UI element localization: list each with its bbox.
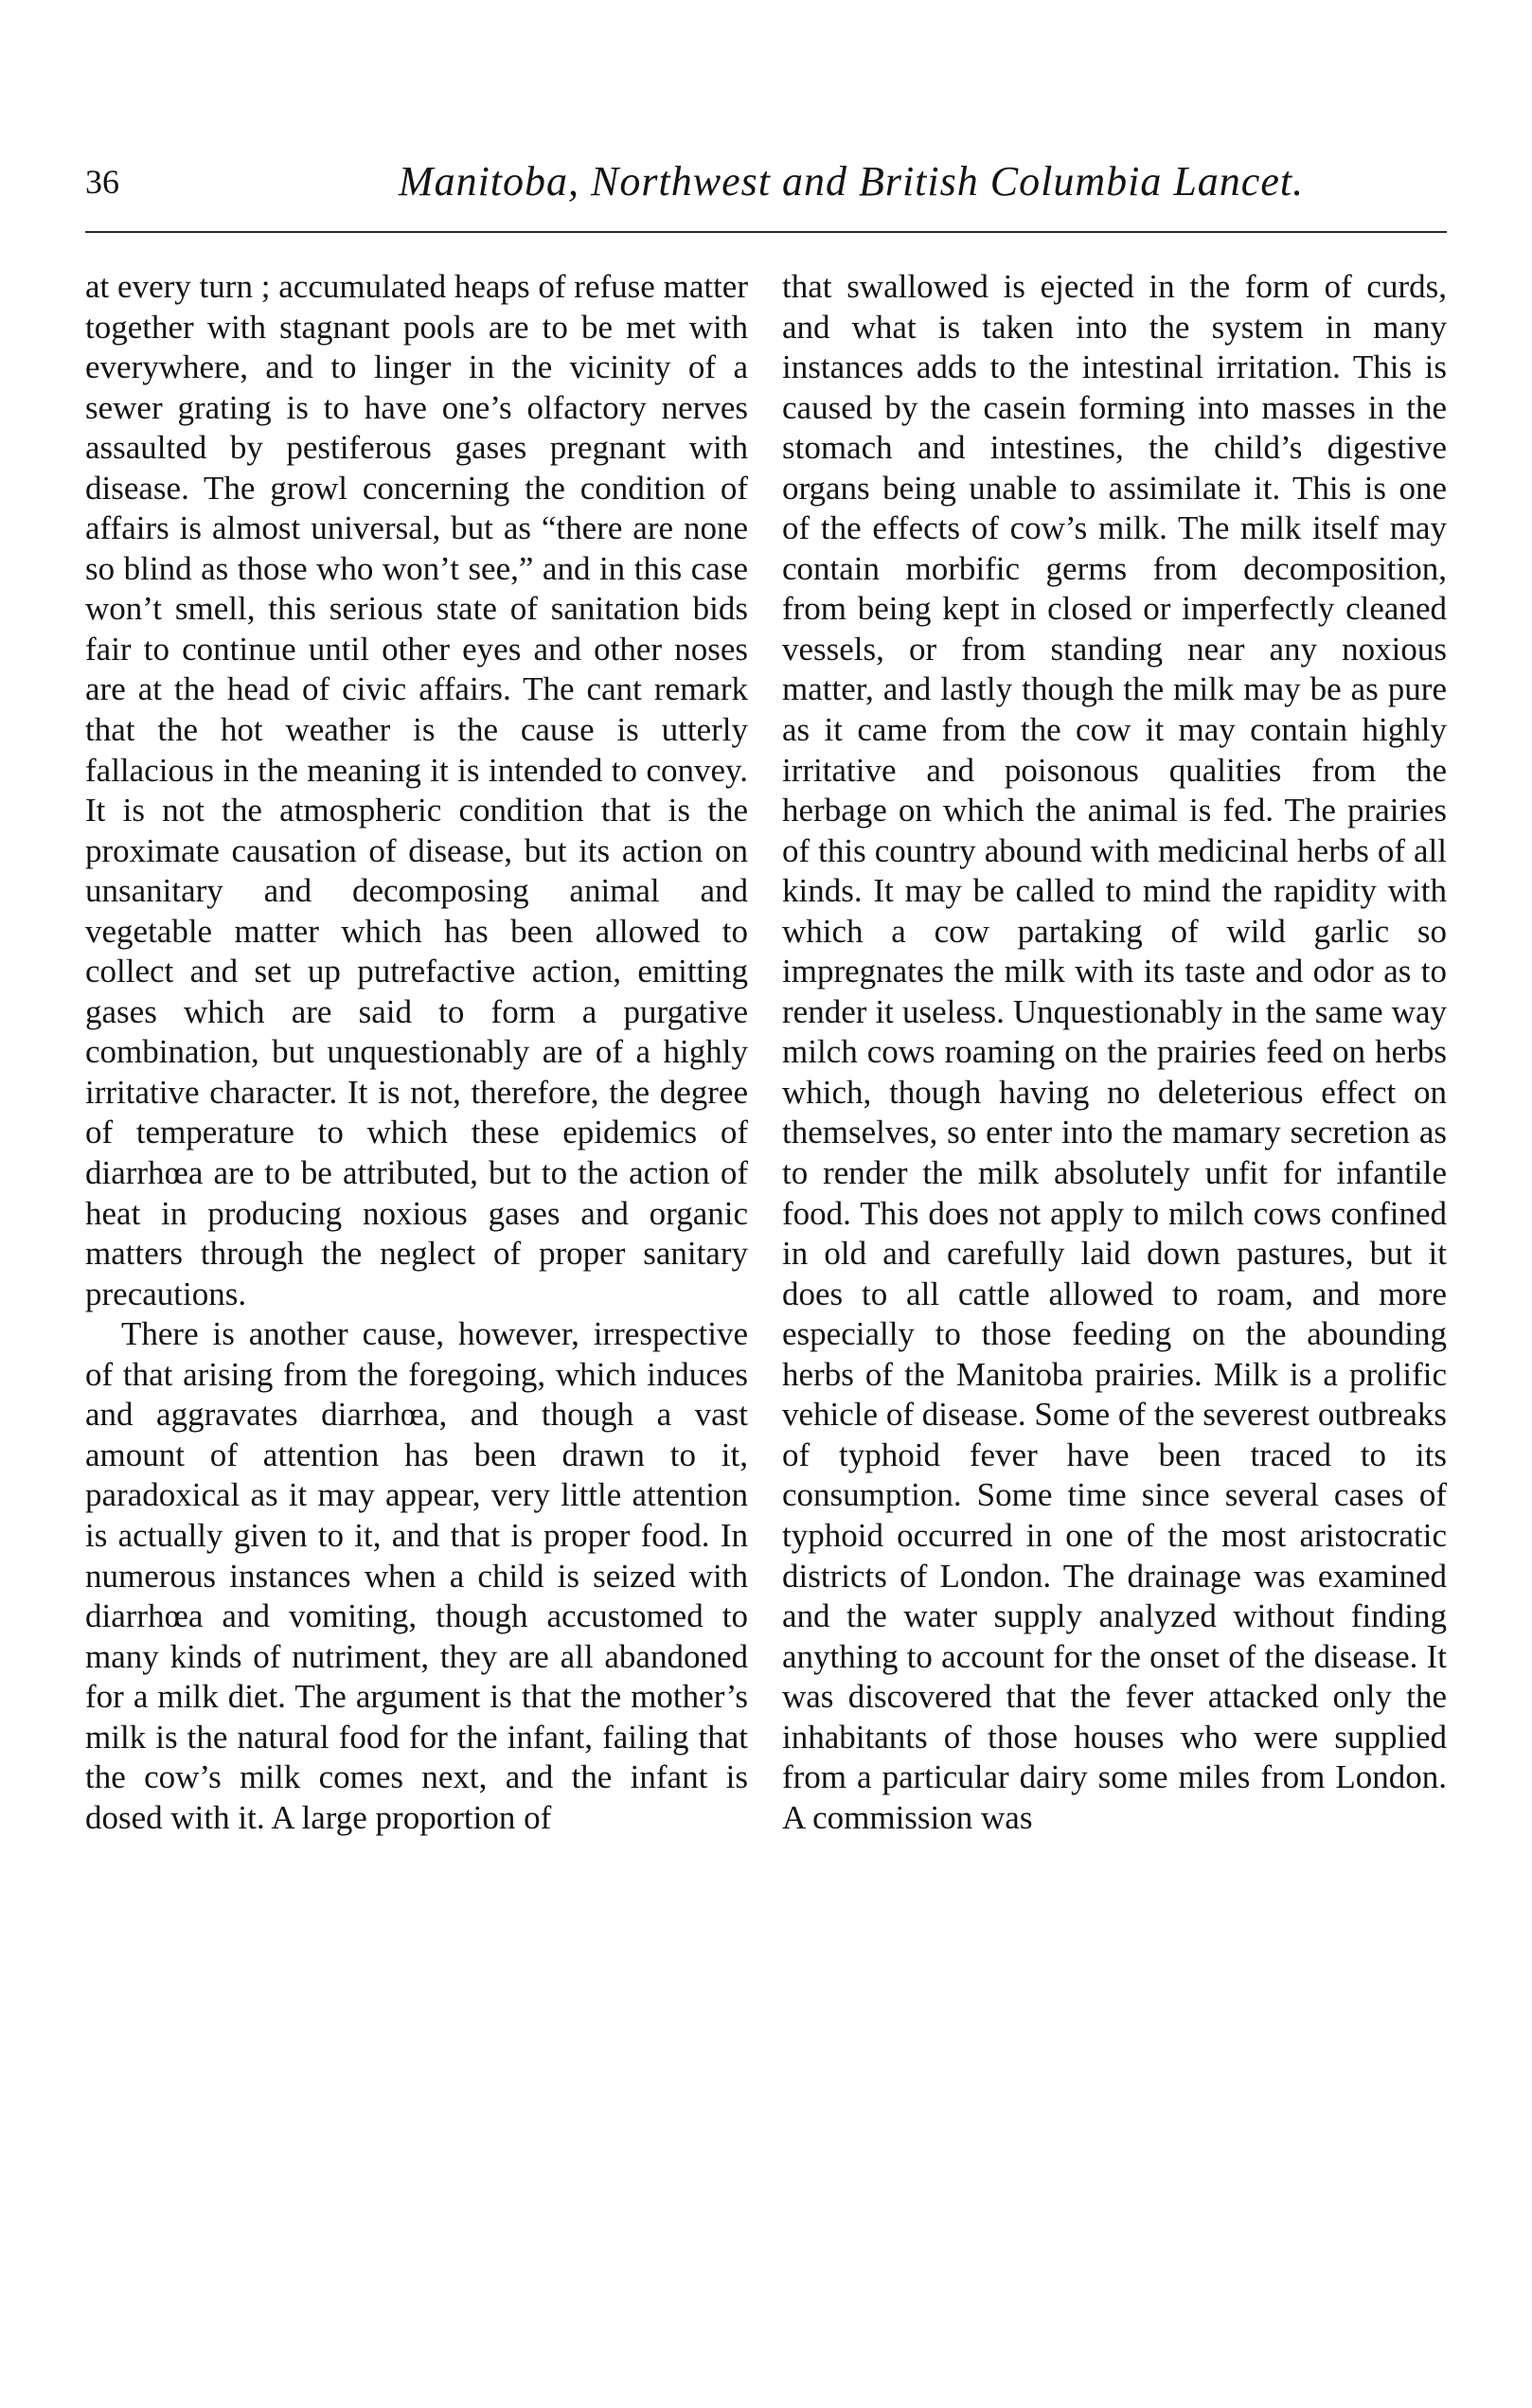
left-paragraph-2: There is another cause, however, irrespective of that arising from the foregoing, which induces and aggravates diarrhœa, and though a vast amount of attention has been drawn to it, paradoxical as it may appear, very little attention is actually given to it, and that is proper food. In numerous instances when a child is seized with diarrhœa and vomiting, though accustomed to many kinds of nutriment, they are all abandoned for a milk diet. The argument is that the mother’s milk is the natural food for the infant, failing that the cow’s milk comes next, and the infant is dosed with it. A large proportion of: [85, 1315, 748, 1836]
page-number: 36: [85, 163, 119, 201]
right-paragraph-1: that swallowed is ejected in the form of curds, and what is taken into the system in many instances adds to the intestinal irritation. This is caused by the casein forming into masses in the stomach and intestines, the child’s digestive organs being unable to assimilate it. This is one of the effects of cow’s milk. The milk itself may contain morbific germs from decomposition, from being kept in closed or imperfectly cleaned vessels, or from standing near any noxious matter, and lastly though the milk may be as pure as it came from the cow it may contain highly irritative and poisonous qualities from the herbage on which the animal is fed. The prairies of this country abound with medicinal herbs of all kinds. It may be called to mind the rapidity with which a cow partaking of wild garlic so impregnates the milk with its taste and odor as to render it useless. Unquestionably in the same way milch cows roaming on the prairies feed on herbs which, though having no deleterious effect on themselves, so enter into the mamary secretion as to render the milk absolutely unfit for infantile food. This does not apply to milch cows confined in old and carefully laid down pastures, but it does to all cattle allowed to roam, and more especially to those feeding on the abounding herbs of the Manitoba prairies. Milk is a prolific vehicle of disease. Some of the severest outbreaks of typhoid fever have been traced to its consumption. Some time since several cases of typhoid occurred in one of the most aristocratic districts of London. The drainage was examined and the water supply analyzed without finding anything to account for the onset of the disease. It was discovered that the fever attacked only the inhabitants of those houses who were supplied from a particular dairy some miles from London. A commission was: [782, 268, 1447, 1836]
running-title: Manitoba, Northwest and British Columbia Lancet.: [398, 158, 1305, 205]
left-paragraph-1: at every turn ; accumulated heaps of refuse matter together with stagnant pools are to be met with everywhere, and to linger in the vicinity of a sewer grating is to have one’s olfactory nerves assaulted by pestiferous gases pregnant with disease. The growl concerning the condition of affairs is almost universal, but as “there are none so blind as those who won’t see,” and in this case won’t smell, this serious state of sanitation bids fair to continue until other eyes and other noses are at the head of civic affairs. The cant remark that the hot weather is the cause is utterly fallacious in the meaning it is intended to convey. It is not the atmospheric condition that is the proximate causation of disease, but its action on unsanitary and decomposing animal and vegetable matter which has been allowed to collect and set up putrefactive action, emitting gases which are said to form a purgative combination, but unquestionably are of a highly irritative character. It is not, therefore, the degree of temperature to which these epidemics of diarrhœa are to be attributed, but to the action of heat in producing noxious gases and organic matters through the neglect of proper sanitary precautions.: [85, 268, 748, 1312]
page-header: [85, 159, 1447, 216]
right-column: [782, 267, 1447, 1838]
header-rule: [85, 231, 1447, 233]
left-column: [85, 267, 748, 1838]
